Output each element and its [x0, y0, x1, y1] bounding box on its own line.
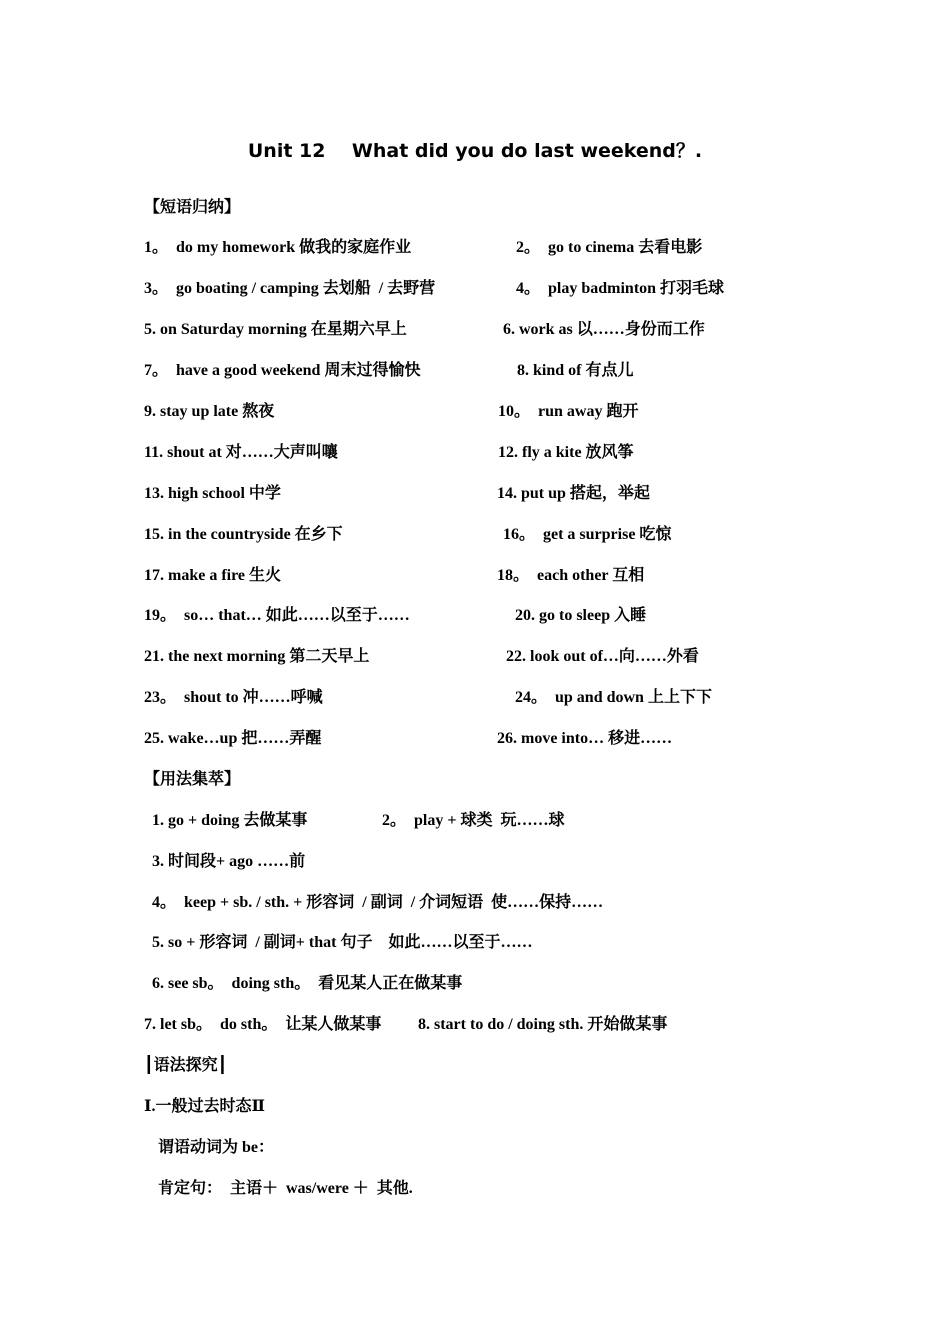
- phrase-item: 26. move into… 移进……: [497, 730, 673, 747]
- phrase-item: 12. fly a kite 放风筝: [498, 444, 634, 461]
- usage-item: 1. go + doing 去做某事: [152, 812, 308, 829]
- usage-item: 2。 play + 球类 玩……球: [382, 812, 565, 829]
- phrase-item: 17. make a fire 生火: [144, 567, 282, 584]
- phrase-item: 6. work as 以……身份而工作: [503, 321, 705, 338]
- phrase-item: 20. go to sleep 入睡: [515, 607, 647, 624]
- phrase-item: 16。 get a surprise 吃惊: [503, 526, 672, 543]
- phrase-item: 8. kind of 有点儿: [517, 362, 634, 379]
- phrase-item: 25. wake…up 把……弄醒: [144, 730, 322, 747]
- document-title: Unit 12 What did you do last weekend？.: [247, 140, 703, 162]
- phrase-item: 2。 go to cinema 去看电影: [516, 239, 703, 256]
- usage-heading: 【用法集萃】: [144, 771, 241, 788]
- phrase-item: 9. stay up late 熬夜: [144, 403, 275, 420]
- usage-item: 6. see sb。 doing sth。 看见某人正在做某事: [152, 975, 463, 992]
- phrase-item: 1。 do my homework 做我的家庭作业: [144, 239, 412, 256]
- usage-item: 3. 时间段+ ago ……前: [152, 853, 306, 870]
- grammar-subtitle: Ⅰ.一般过去时态Ⅱ: [144, 1098, 265, 1115]
- phrase-item: 7。 have a good weekend 周末过得愉快: [144, 362, 421, 379]
- usage-item: 4。 keep + sb. / sth. + 形容词 / 副词 / 介词短语 使……保持……: [152, 894, 604, 911]
- grammar-affirmative: 肯定句： 主语＋ was/were ＋ 其他.: [158, 1180, 413, 1197]
- phrase-item: 14. put up 搭起，举起: [497, 485, 650, 502]
- phrase-item: 3。 go boating / camping 去划船 / 去野营: [144, 280, 436, 297]
- phrase-item: 4。 play badminton 打羽毛球: [516, 280, 725, 297]
- phrase-item: 19。 so… that… 如此……以至于……: [144, 607, 410, 624]
- phrase-item: 5. on Saturday morning 在星期六早上: [144, 321, 407, 338]
- phrase-item: 11. shout at 对……大声叫嚷: [144, 444, 338, 461]
- usage-item: 7. let sb。 do sth。 让某人做某事: [144, 1016, 382, 1033]
- usage-item: 8. start to do / doing sth. 开始做某事: [418, 1016, 668, 1033]
- phrase-item: 13. high school 中学: [144, 485, 281, 502]
- grammar-note: 谓语动词为 be：: [158, 1139, 275, 1156]
- grammar-heading: ┃语法探究┃: [144, 1057, 228, 1074]
- phrase-item: 18。 each other 互相: [497, 567, 645, 584]
- phrase-item: 23。 shout to 冲……呼喊: [144, 689, 323, 706]
- phrase-item: 22. look out of…向……外看: [506, 648, 699, 665]
- phrase-item: 21. the next morning 第二天早上: [144, 648, 370, 665]
- phrases-heading: 【短语归纳】: [144, 199, 241, 216]
- usage-item: 5. so + 形容词 / 副词+ that 句子 如此……以至于……: [152, 934, 533, 951]
- phrase-item: 15. in the countryside 在乡下: [144, 526, 343, 543]
- phrase-item: 24。 up and down 上上下下: [515, 689, 712, 706]
- phrase-item: 10。 run away 跑开: [498, 403, 639, 420]
